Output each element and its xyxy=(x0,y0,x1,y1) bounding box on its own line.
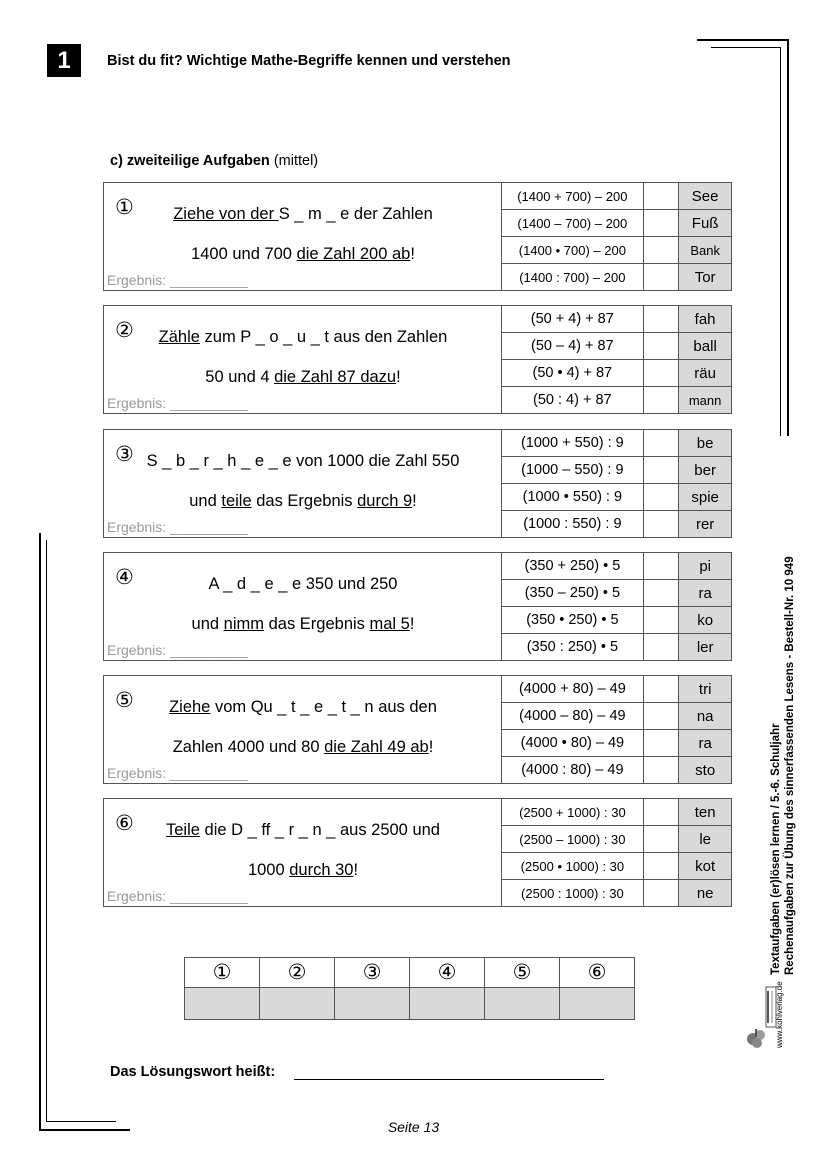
syllable-cell: pi xyxy=(679,553,732,580)
syllable-cell: ra xyxy=(679,580,732,607)
text-fragment: ! xyxy=(410,245,415,263)
expression-cell: (4000 : 80) – 49 xyxy=(502,757,644,784)
syllable-cell: fah xyxy=(679,306,732,333)
section-heading-level: (mittel) xyxy=(269,153,319,169)
expression-cell: (1400 + 700) – 200 xyxy=(502,183,644,210)
syllable-cell: ball xyxy=(679,333,732,360)
underlined-phrase: nimm xyxy=(223,615,265,633)
underlined-phrase: Zähle xyxy=(158,328,200,346)
syllable-cell: Fuß xyxy=(679,210,732,237)
text-fragment: 1000 xyxy=(247,861,290,879)
syllable-cell: rer xyxy=(679,511,732,538)
syllable-cell: sto xyxy=(679,757,732,784)
solution-input-row xyxy=(185,988,635,1020)
answer-cell[interactable] xyxy=(643,264,679,291)
choice-row xyxy=(502,730,732,757)
choice-row xyxy=(502,553,732,580)
choice-row xyxy=(502,703,732,730)
text-fragment: 1400 und 700 xyxy=(191,245,297,263)
expression-cell: (50 : 4) + 87 xyxy=(502,387,644,414)
answer-cell[interactable] xyxy=(643,757,679,784)
solution-header-cell: ② xyxy=(260,958,335,988)
choice-table xyxy=(501,305,732,414)
expression-cell: (1000 • 550) : 9 xyxy=(502,484,644,511)
choice-table xyxy=(501,798,732,907)
task-text-line-1 xyxy=(104,821,502,840)
underlined-phrase: die Zahl 87 dazu xyxy=(274,368,397,386)
answer-cell[interactable] xyxy=(643,360,679,387)
task-number: ② xyxy=(115,319,134,342)
task-text-line-1 xyxy=(104,698,502,717)
answer-cell[interactable] xyxy=(643,387,679,414)
solution-word-label: Das Lösungswort heißt: xyxy=(110,1064,276,1080)
text-fragment: ! xyxy=(353,861,359,879)
syllable-cell: ra xyxy=(679,730,732,757)
syllable-cell: spie xyxy=(679,484,732,511)
result-field[interactable]: Ergebnis: __________ xyxy=(107,395,248,411)
syllable-cell: mann xyxy=(679,387,732,414)
frame-right-v2 xyxy=(780,47,781,436)
text-fragment: 50 und 4 xyxy=(205,368,275,386)
expression-cell: (2500 : 1000) : 30 xyxy=(502,880,644,907)
syllable-cell: ten xyxy=(679,799,732,826)
frame-top-right-h2 xyxy=(711,47,781,48)
underlined-phrase: Teile xyxy=(166,821,200,839)
section-heading-bold: c) zweiteilige Aufgaben xyxy=(110,153,270,169)
choice-row xyxy=(502,880,732,907)
frame-top-right-h1 xyxy=(697,39,788,41)
choice-row xyxy=(502,607,732,634)
choice-row xyxy=(502,430,732,457)
side-text-subtitle: Rechenaufgaben zur Übung des sinnerfassenden Lesens - Bestell-Nr. 10 949 xyxy=(784,556,796,975)
choice-row xyxy=(502,484,732,511)
solution-header-cell: ③ xyxy=(335,958,410,988)
text-fragment: das Ergebnis xyxy=(264,615,370,633)
text-fragment: zum P _ o _ u _ t aus den Zahlen xyxy=(199,328,448,346)
answer-cell[interactable] xyxy=(643,306,679,333)
solution-input-cell[interactable] xyxy=(260,988,335,1020)
expression-cell: (350 + 250) • 5 xyxy=(502,553,644,580)
solution-header-cell: ④ xyxy=(410,958,485,988)
solution-input-cell[interactable] xyxy=(485,988,560,1020)
side-text-url: www.kohlverlag.de xyxy=(775,981,784,1048)
choice-row xyxy=(502,360,732,387)
worksheet-number: 1 xyxy=(47,44,81,77)
expression-cell: (1000 + 550) : 9 xyxy=(502,430,644,457)
task-text-line-2 xyxy=(104,245,502,264)
expression-cell: (4000 + 80) – 49 xyxy=(502,676,644,703)
publisher-logo-icon xyxy=(744,985,780,1049)
text-fragment: und xyxy=(189,492,222,510)
expression-cell: (2500 + 1000) : 30 xyxy=(502,799,644,826)
choice-row xyxy=(502,210,732,237)
task-2 xyxy=(103,305,732,414)
underlined-phrase: Ziehe xyxy=(169,698,211,716)
text-fragment: A _ d _ e _ e 350 und 250 xyxy=(208,575,398,593)
task-6 xyxy=(103,798,732,907)
text-fragment: ! xyxy=(412,492,417,510)
choice-row xyxy=(502,826,732,853)
underlined-phrase: durch 30 xyxy=(289,861,354,879)
solution-input-cell[interactable] xyxy=(185,988,260,1020)
choice-table xyxy=(501,675,732,784)
task-text-line-1 xyxy=(104,328,502,347)
result-field[interactable]: Ergebnis: __________ xyxy=(107,272,248,288)
expression-cell: (1400 : 700) – 200 xyxy=(502,264,644,291)
text-fragment: und xyxy=(191,615,224,633)
expression-cell: (50 • 4) + 87 xyxy=(502,360,644,387)
expression-cell: (4000 – 80) – 49 xyxy=(502,703,644,730)
syllable-cell: ko xyxy=(679,607,732,634)
task-text-line-1 xyxy=(104,205,502,224)
task-text-line-1 xyxy=(104,452,502,471)
result-field[interactable]: Ergebnis: __________ xyxy=(107,888,248,904)
answer-cell[interactable] xyxy=(643,210,679,237)
syllable-cell: na xyxy=(679,703,732,730)
text-fragment: ! xyxy=(428,738,434,756)
answer-cell[interactable] xyxy=(643,799,679,826)
solution-input-cell[interactable] xyxy=(335,988,410,1020)
task-3 xyxy=(103,429,732,538)
expression-cell: (350 : 250) • 5 xyxy=(502,634,644,661)
choice-row xyxy=(502,853,732,880)
frame-left-v1 xyxy=(39,533,41,1130)
answer-cell[interactable] xyxy=(643,853,679,880)
syllable-cell: be xyxy=(679,430,732,457)
choice-row xyxy=(502,634,732,661)
syllable-cell: Bank xyxy=(679,237,732,264)
choice-table xyxy=(501,182,732,291)
solution-header-cell: ① xyxy=(185,958,260,988)
expression-cell: (2500 – 1000) : 30 xyxy=(502,826,644,853)
expression-cell: (4000 • 80) – 49 xyxy=(502,730,644,757)
text-fragment: S _ b _ r _ h _ e _ e von 1000 die Zahl 550 xyxy=(146,452,460,470)
text-fragment: vom Qu _ t _ e _ t _ n aus den xyxy=(210,698,437,716)
frame-left-v2 xyxy=(46,540,47,1122)
answer-cell[interactable] xyxy=(643,634,679,661)
choice-row xyxy=(502,237,732,264)
syllable-cell: le xyxy=(679,826,732,853)
text-fragment: S _ m _ e der Zahlen xyxy=(278,205,433,223)
section-heading xyxy=(110,153,318,169)
answer-cell[interactable] xyxy=(643,183,679,210)
result-field[interactable]: Ergebnis: __________ xyxy=(107,765,248,781)
solution-table xyxy=(184,957,635,1020)
text-fragment: Zahlen 4000 und 80 xyxy=(172,738,325,756)
text-fragment: ! xyxy=(396,368,401,386)
syllable-cell: räu xyxy=(679,360,732,387)
task-text-line-2 xyxy=(104,492,502,511)
choice-row xyxy=(502,799,732,826)
task-4 xyxy=(103,552,732,661)
answer-cell[interactable] xyxy=(643,880,679,907)
choice-table xyxy=(501,552,732,661)
underlined-phrase: teile xyxy=(221,492,252,510)
task-text-line-2 xyxy=(104,738,502,757)
text-fragment: das Ergebnis xyxy=(251,492,358,510)
underlined-phrase: durch 9 xyxy=(357,492,413,510)
task-number: ① xyxy=(115,196,134,219)
underlined-phrase: die Zahl 200 ab xyxy=(296,245,411,263)
expression-cell: (350 – 250) • 5 xyxy=(502,580,644,607)
choice-row xyxy=(502,264,732,291)
answer-cell[interactable] xyxy=(643,237,679,264)
task-number: ⑤ xyxy=(115,689,134,712)
answer-cell[interactable] xyxy=(643,511,679,538)
syllable-cell: tri xyxy=(679,676,732,703)
answer-cell[interactable] xyxy=(643,430,679,457)
choice-row xyxy=(502,183,732,210)
result-field[interactable]: Ergebnis: __________ xyxy=(107,642,248,658)
answer-cell[interactable] xyxy=(643,553,679,580)
underlined-phrase: die Zahl 49 ab xyxy=(324,738,429,756)
solution-input-cell[interactable] xyxy=(560,988,635,1020)
answer-cell[interactable] xyxy=(643,730,679,757)
syllable-cell: See xyxy=(679,183,732,210)
task-number: ④ xyxy=(115,566,134,589)
solution-input-cell[interactable] xyxy=(410,988,485,1020)
choice-row xyxy=(502,387,732,414)
solution-header-cell: ⑥ xyxy=(560,958,635,988)
syllable-cell: ler xyxy=(679,634,732,661)
page-number: Seite 13 xyxy=(387,1119,440,1135)
expression-cell: (1400 – 700) – 200 xyxy=(502,210,644,237)
choice-row xyxy=(502,511,732,538)
task-number: ③ xyxy=(115,443,134,466)
syllable-cell: Tor xyxy=(679,264,732,291)
choice-row xyxy=(502,457,732,484)
expression-cell: (1400 • 700) – 200 xyxy=(502,237,644,264)
task-text-line-2 xyxy=(104,615,502,634)
expression-cell: (50 – 4) + 87 xyxy=(502,333,644,360)
answer-cell[interactable] xyxy=(643,607,679,634)
task-text-line-2 xyxy=(104,368,502,387)
text-fragment: die D _ ff _ r _ n _ aus 2500 und xyxy=(199,821,440,839)
task-1 xyxy=(103,182,732,291)
task-text-line-2 xyxy=(104,861,502,880)
expression-cell: (350 • 250) • 5 xyxy=(502,607,644,634)
task-number: ⑥ xyxy=(115,812,134,835)
choice-row xyxy=(502,676,732,703)
answer-cell[interactable] xyxy=(643,580,679,607)
choice-row xyxy=(502,333,732,360)
answer-cell[interactable] xyxy=(643,333,679,360)
answer-cell[interactable] xyxy=(643,703,679,730)
choice-table xyxy=(501,429,732,538)
expression-cell: (2500 • 1000) : 30 xyxy=(502,853,644,880)
result-field[interactable]: Ergebnis: __________ xyxy=(107,519,248,535)
underlined-phrase: mal 5 xyxy=(369,615,410,633)
solution-header-cell: ⑤ xyxy=(485,958,560,988)
frame-right-v1 xyxy=(787,39,789,436)
syllable-cell: ne xyxy=(679,880,732,907)
page-title: Bist du fit? Wichtige Mathe-Begriffe kennen und verstehen xyxy=(107,53,511,69)
expression-cell: (1000 – 550) : 9 xyxy=(502,457,644,484)
choice-row xyxy=(502,306,732,333)
answer-cell[interactable] xyxy=(643,457,679,484)
solution-word-line[interactable] xyxy=(294,1079,604,1080)
task-5 xyxy=(103,675,732,784)
choice-row xyxy=(502,757,732,784)
text-fragment: ! xyxy=(409,615,415,633)
expression-cell: (1000 : 550) : 9 xyxy=(502,511,644,538)
task-text-line-1 xyxy=(104,575,502,594)
solution-header-row xyxy=(185,958,635,988)
underlined-phrase: Ziehe von der xyxy=(173,205,279,223)
side-text-title: Textaufgaben (er)lösen lernen / 5.-6. Schuljahr xyxy=(770,723,782,975)
choice-row xyxy=(502,580,732,607)
answer-cell[interactable] xyxy=(643,676,679,703)
syllable-cell: kot xyxy=(679,853,732,880)
expression-cell: (50 + 4) + 87 xyxy=(502,306,644,333)
answer-cell[interactable] xyxy=(643,826,679,853)
syllable-cell: ber xyxy=(679,457,732,484)
answer-cell[interactable] xyxy=(643,484,679,511)
